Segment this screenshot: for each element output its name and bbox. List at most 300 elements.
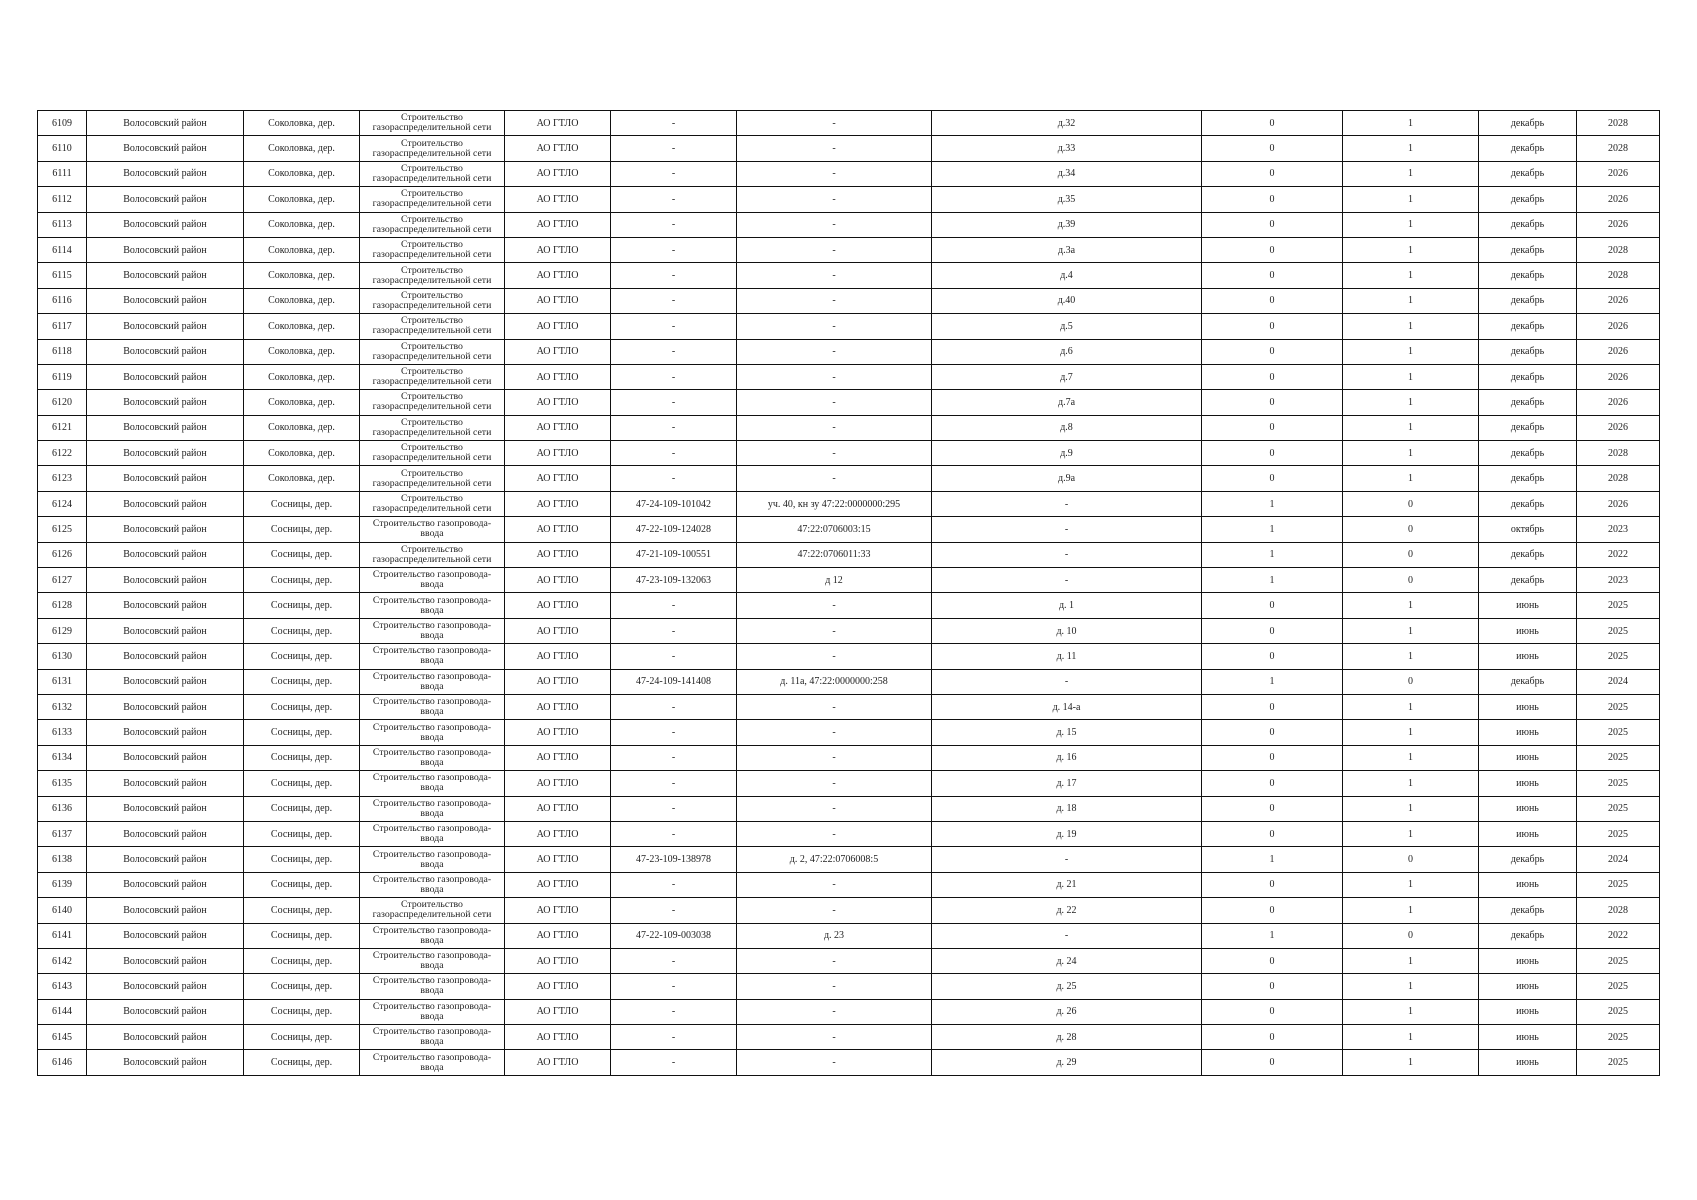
- cell-count-b: 1: [1343, 974, 1479, 999]
- cell-count-b: 1: [1343, 339, 1479, 364]
- cell-work-type: Строительство газораспределительной сети: [360, 466, 505, 491]
- table-row: [38, 441, 1660, 466]
- cell-request-number: -: [611, 821, 737, 846]
- cell-organization: АО ГТЛО: [505, 237, 611, 262]
- cell-count-b: 1: [1343, 187, 1479, 212]
- cell-month: декабрь: [1479, 466, 1577, 491]
- cell-month: июнь: [1479, 694, 1577, 719]
- table-row: [38, 212, 1660, 237]
- cell-row-number: 6129: [38, 618, 87, 643]
- cell-organization: АО ГТЛО: [505, 390, 611, 415]
- cell-district: Волосовский район: [87, 263, 244, 288]
- cell-count-a: 1: [1202, 491, 1343, 516]
- cell-house-number: д. 29: [932, 1050, 1202, 1075]
- cell-cadastral-info: -: [737, 1025, 932, 1050]
- cell-count-a: 0: [1202, 415, 1343, 440]
- cell-district: Волосовский район: [87, 847, 244, 872]
- cell-settlement: Соколовка, дер.: [244, 263, 360, 288]
- cell-work-type: Строительство газопровода-ввода: [360, 771, 505, 796]
- cell-district: Волосовский район: [87, 517, 244, 542]
- cell-work-type: Строительство газопровода-ввода: [360, 745, 505, 770]
- cell-count-b: 1: [1343, 720, 1479, 745]
- cell-organization: АО ГТЛО: [505, 288, 611, 313]
- cell-work-type: Строительство газораспределительной сети: [360, 542, 505, 567]
- cell-request-number: 47-22-109-124028: [611, 517, 737, 542]
- cell-row-number: 6130: [38, 644, 87, 669]
- cell-count-b: 1: [1343, 263, 1479, 288]
- cell-organization: АО ГТЛО: [505, 517, 611, 542]
- cell-district: Волосовский район: [87, 948, 244, 973]
- cell-request-number: -: [611, 314, 737, 339]
- cell-house-number: д.39: [932, 212, 1202, 237]
- table-row: [38, 847, 1660, 872]
- table-row: [38, 669, 1660, 694]
- cell-row-number: 6143: [38, 974, 87, 999]
- cell-row-number: 6139: [38, 872, 87, 897]
- cell-district: Волосовский район: [87, 288, 244, 313]
- cell-settlement: Сосницы, дер.: [244, 923, 360, 948]
- cell-cadastral-info: -: [737, 441, 932, 466]
- cell-month: декабрь: [1479, 390, 1577, 415]
- cell-year: 2026: [1577, 161, 1660, 186]
- cell-count-a: 0: [1202, 288, 1343, 313]
- cell-request-number: -: [611, 390, 737, 415]
- cell-request-number: -: [611, 364, 737, 389]
- cell-count-a: 0: [1202, 593, 1343, 618]
- cell-request-number: -: [611, 161, 737, 186]
- cell-month: июнь: [1479, 974, 1577, 999]
- cell-organization: АО ГТЛО: [505, 212, 611, 237]
- cell-row-number: 6118: [38, 339, 87, 364]
- cell-organization: АО ГТЛО: [505, 644, 611, 669]
- cell-year: 2025: [1577, 618, 1660, 643]
- cell-request-number: -: [611, 263, 737, 288]
- cell-cadastral-info: -: [737, 771, 932, 796]
- table-row: [38, 517, 1660, 542]
- cell-year: 2026: [1577, 339, 1660, 364]
- cell-work-type: Строительство газопровода-ввода: [360, 1025, 505, 1050]
- cell-count-b: 1: [1343, 212, 1479, 237]
- table-row: [38, 314, 1660, 339]
- table-row: [38, 644, 1660, 669]
- cell-settlement: Сосницы, дер.: [244, 974, 360, 999]
- cell-settlement: Сосницы, дер.: [244, 568, 360, 593]
- cell-district: Волосовский район: [87, 694, 244, 719]
- cell-request-number: -: [611, 466, 737, 491]
- cell-year: 2025: [1577, 694, 1660, 719]
- cell-count-b: 1: [1343, 618, 1479, 643]
- cell-house-number: д. 10: [932, 618, 1202, 643]
- cell-year: 2025: [1577, 821, 1660, 846]
- cell-count-a: 0: [1202, 187, 1343, 212]
- table-row: [38, 542, 1660, 567]
- cell-month: декабрь: [1479, 161, 1577, 186]
- cell-work-type: Строительство газораспределительной сети: [360, 263, 505, 288]
- table-row: [38, 187, 1660, 212]
- cell-settlement: Сосницы, дер.: [244, 669, 360, 694]
- cell-request-number: 47-23-109-138978: [611, 847, 737, 872]
- cell-count-a: 0: [1202, 745, 1343, 770]
- cell-year: 2023: [1577, 568, 1660, 593]
- cell-settlement: Соколовка, дер.: [244, 441, 360, 466]
- table-row: [38, 720, 1660, 745]
- cell-request-number: -: [611, 212, 737, 237]
- cell-organization: АО ГТЛО: [505, 263, 611, 288]
- cell-count-b: 1: [1343, 796, 1479, 821]
- cell-count-a: 0: [1202, 237, 1343, 262]
- cell-organization: АО ГТЛО: [505, 669, 611, 694]
- cell-work-type: Строительство газораспределительной сети: [360, 288, 505, 313]
- cell-organization: АО ГТЛО: [505, 694, 611, 719]
- cell-district: Волосовский район: [87, 669, 244, 694]
- cell-count-b: 1: [1343, 364, 1479, 389]
- cell-year: 2026: [1577, 288, 1660, 313]
- cell-house-number: д. 1: [932, 593, 1202, 618]
- cell-row-number: 6135: [38, 771, 87, 796]
- cell-year: 2025: [1577, 872, 1660, 897]
- table-row: [38, 821, 1660, 846]
- cell-district: Волосовский район: [87, 644, 244, 669]
- cell-count-b: 1: [1343, 314, 1479, 339]
- cell-cadastral-info: -: [737, 618, 932, 643]
- cell-cadastral-info: -: [737, 237, 932, 262]
- cell-organization: АО ГТЛО: [505, 187, 611, 212]
- cell-row-number: 6131: [38, 669, 87, 694]
- cell-year: 2025: [1577, 999, 1660, 1024]
- cell-month: декабрь: [1479, 491, 1577, 516]
- cell-month: декабрь: [1479, 568, 1577, 593]
- cell-count-b: 1: [1343, 161, 1479, 186]
- cell-work-type: Строительство газопровода-ввода: [360, 720, 505, 745]
- cell-count-a: 0: [1202, 1050, 1343, 1075]
- table-row: [38, 974, 1660, 999]
- cell-organization: АО ГТЛО: [505, 441, 611, 466]
- cell-count-b: 1: [1343, 390, 1479, 415]
- cell-count-b: 1: [1343, 1025, 1479, 1050]
- table-row: [38, 111, 1660, 136]
- cell-cadastral-info: д. 2, 47:22:0706008:5: [737, 847, 932, 872]
- cell-row-number: 6133: [38, 720, 87, 745]
- table-row: [38, 466, 1660, 491]
- cell-cadastral-info: -: [737, 415, 932, 440]
- cell-organization: АО ГТЛО: [505, 771, 611, 796]
- cell-month: декабрь: [1479, 187, 1577, 212]
- table-row: [38, 568, 1660, 593]
- cell-work-type: Строительство газораспределительной сети: [360, 187, 505, 212]
- cell-row-number: 6117: [38, 314, 87, 339]
- cell-work-type: Строительство газораспределительной сети: [360, 390, 505, 415]
- cell-house-number: -: [932, 923, 1202, 948]
- cell-request-number: -: [611, 745, 737, 770]
- table-row: [38, 618, 1660, 643]
- cell-row-number: 6128: [38, 593, 87, 618]
- cell-district: Волосовский район: [87, 568, 244, 593]
- cell-month: июнь: [1479, 745, 1577, 770]
- cell-work-type: Строительство газопровода-ввода: [360, 644, 505, 669]
- cell-cadastral-info: -: [737, 466, 932, 491]
- cell-organization: АО ГТЛО: [505, 948, 611, 973]
- cell-row-number: 6127: [38, 568, 87, 593]
- table-row: [38, 1025, 1660, 1050]
- cell-organization: АО ГТЛО: [505, 872, 611, 897]
- cell-request-number: -: [611, 187, 737, 212]
- cell-organization: АО ГТЛО: [505, 1025, 611, 1050]
- cell-work-type: Строительство газопровода-ввода: [360, 796, 505, 821]
- cell-house-number: д.34: [932, 161, 1202, 186]
- cell-count-b: 0: [1343, 847, 1479, 872]
- cell-district: Волосовский район: [87, 212, 244, 237]
- cell-work-type: Строительство газопровода-ввода: [360, 923, 505, 948]
- cell-cadastral-info: -: [737, 339, 932, 364]
- cell-district: Волосовский район: [87, 745, 244, 770]
- cell-count-b: 1: [1343, 441, 1479, 466]
- cell-month: июнь: [1479, 720, 1577, 745]
- cell-organization: АО ГТЛО: [505, 796, 611, 821]
- cell-month: декабрь: [1479, 847, 1577, 872]
- cell-organization: АО ГТЛО: [505, 161, 611, 186]
- cell-count-a: 0: [1202, 644, 1343, 669]
- cell-month: октябрь: [1479, 517, 1577, 542]
- cell-house-number: д.40: [932, 288, 1202, 313]
- cell-row-number: 6121: [38, 415, 87, 440]
- cell-count-a: 0: [1202, 1025, 1343, 1050]
- cell-house-number: д.3а: [932, 237, 1202, 262]
- cell-cadastral-info: -: [737, 974, 932, 999]
- cell-count-b: 1: [1343, 288, 1479, 313]
- cell-month: июнь: [1479, 948, 1577, 973]
- cell-count-a: 0: [1202, 694, 1343, 719]
- cell-request-number: -: [611, 111, 737, 136]
- cell-work-type: Строительство газопровода-ввода: [360, 974, 505, 999]
- cell-district: Волосовский район: [87, 161, 244, 186]
- cell-house-number: -: [932, 568, 1202, 593]
- cell-count-a: 0: [1202, 136, 1343, 161]
- cell-count-a: 0: [1202, 390, 1343, 415]
- cell-year: 2025: [1577, 1050, 1660, 1075]
- cell-organization: АО ГТЛО: [505, 415, 611, 440]
- table-row: [38, 390, 1660, 415]
- cell-count-b: 1: [1343, 948, 1479, 973]
- cell-month: декабрь: [1479, 237, 1577, 262]
- cell-house-number: д.6: [932, 339, 1202, 364]
- cell-count-a: 0: [1202, 771, 1343, 796]
- cell-organization: АО ГТЛО: [505, 339, 611, 364]
- cell-request-number: -: [611, 898, 737, 923]
- cell-count-b: 1: [1343, 821, 1479, 846]
- cell-cadastral-info: -: [737, 187, 932, 212]
- cell-cadastral-info: -: [737, 872, 932, 897]
- table-row: [38, 923, 1660, 948]
- cell-settlement: Сосницы, дер.: [244, 771, 360, 796]
- cell-row-number: 6125: [38, 517, 87, 542]
- cell-cadastral-info: -: [737, 593, 932, 618]
- cell-organization: АО ГТЛО: [505, 923, 611, 948]
- cell-year: 2025: [1577, 745, 1660, 770]
- cell-month: июнь: [1479, 593, 1577, 618]
- cell-count-b: 0: [1343, 568, 1479, 593]
- table-row: [38, 796, 1660, 821]
- cell-work-type: Строительство газораспределительной сети: [360, 364, 505, 389]
- cell-count-b: 0: [1343, 542, 1479, 567]
- cell-settlement: Сосницы, дер.: [244, 618, 360, 643]
- cell-work-type: Строительство газораспределительной сети: [360, 237, 505, 262]
- cell-house-number: д.5: [932, 314, 1202, 339]
- cell-row-number: 6123: [38, 466, 87, 491]
- cell-house-number: -: [932, 542, 1202, 567]
- cell-district: Волосовский район: [87, 466, 244, 491]
- cell-house-number: д. 17: [932, 771, 1202, 796]
- cell-work-type: Строительство газопровода-ввода: [360, 948, 505, 973]
- cell-year: 2026: [1577, 390, 1660, 415]
- cell-request-number: 47-21-109-100551: [611, 542, 737, 567]
- cell-month: декабрь: [1479, 136, 1577, 161]
- cell-settlement: Соколовка, дер.: [244, 390, 360, 415]
- cell-settlement: Сосницы, дер.: [244, 644, 360, 669]
- cell-cadastral-info: уч. 40, кн зу 47:22:0000000:295: [737, 491, 932, 516]
- cell-district: Волосовский район: [87, 796, 244, 821]
- cell-count-b: 1: [1343, 466, 1479, 491]
- cell-count-b: 1: [1343, 999, 1479, 1024]
- cell-year: 2028: [1577, 263, 1660, 288]
- cell-year: 2024: [1577, 669, 1660, 694]
- cell-work-type: Строительство газораспределительной сети: [360, 898, 505, 923]
- cell-year: 2025: [1577, 796, 1660, 821]
- cell-district: Волосовский район: [87, 821, 244, 846]
- cell-settlement: Соколовка, дер.: [244, 187, 360, 212]
- cell-count-a: 1: [1202, 923, 1343, 948]
- cell-house-number: д.8: [932, 415, 1202, 440]
- table-row: [38, 136, 1660, 161]
- cell-month: декабрь: [1479, 441, 1577, 466]
- cell-organization: АО ГТЛО: [505, 974, 611, 999]
- cell-cadastral-info: -: [737, 644, 932, 669]
- cell-settlement: Сосницы, дер.: [244, 745, 360, 770]
- cell-cadastral-info: -: [737, 111, 932, 136]
- cell-request-number: 47-22-109-003038: [611, 923, 737, 948]
- table-row: [38, 339, 1660, 364]
- table-row: [38, 237, 1660, 262]
- cell-request-number: -: [611, 872, 737, 897]
- cell-row-number: 6144: [38, 999, 87, 1024]
- cell-work-type: Строительство газопровода-ввода: [360, 694, 505, 719]
- cell-request-number: 47-23-109-132063: [611, 568, 737, 593]
- cell-month: июнь: [1479, 999, 1577, 1024]
- cell-organization: АО ГТЛО: [505, 314, 611, 339]
- cell-count-b: 0: [1343, 491, 1479, 516]
- cell-count-a: 1: [1202, 568, 1343, 593]
- cell-district: Волосовский район: [87, 111, 244, 136]
- cell-district: Волосовский район: [87, 720, 244, 745]
- cell-request-number: -: [611, 644, 737, 669]
- cell-cadastral-info: -: [737, 314, 932, 339]
- cell-count-a: 0: [1202, 872, 1343, 897]
- cell-cadastral-info: -: [737, 1050, 932, 1075]
- cell-row-number: 6138: [38, 847, 87, 872]
- cell-district: Волосовский район: [87, 542, 244, 567]
- cell-count-a: 0: [1202, 339, 1343, 364]
- cell-year: 2026: [1577, 415, 1660, 440]
- cell-district: Волосовский район: [87, 618, 244, 643]
- cell-request-number: -: [611, 1025, 737, 1050]
- gasification-schedule-table: [37, 110, 1660, 1076]
- cell-request-number: -: [611, 593, 737, 618]
- cell-house-number: д.35: [932, 187, 1202, 212]
- cell-work-type: Строительство газопровода-ввода: [360, 872, 505, 897]
- table-row: [38, 415, 1660, 440]
- cell-year: 2028: [1577, 237, 1660, 262]
- table-row: [38, 898, 1660, 923]
- cell-count-a: 0: [1202, 212, 1343, 237]
- cell-organization: АО ГТЛО: [505, 593, 611, 618]
- cell-settlement: Сосницы, дер.: [244, 542, 360, 567]
- cell-count-a: 0: [1202, 796, 1343, 821]
- cell-request-number: -: [611, 771, 737, 796]
- cell-organization: АО ГТЛО: [505, 847, 611, 872]
- cell-organization: АО ГТЛО: [505, 898, 611, 923]
- cell-count-b: 1: [1343, 898, 1479, 923]
- cell-district: Волосовский район: [87, 771, 244, 796]
- cell-settlement: Сосницы, дер.: [244, 694, 360, 719]
- table-row: [38, 161, 1660, 186]
- cell-work-type: Строительство газопровода-ввода: [360, 568, 505, 593]
- table-row: [38, 1050, 1660, 1075]
- cell-cadastral-info: -: [737, 898, 932, 923]
- cell-count-a: 0: [1202, 441, 1343, 466]
- cell-settlement: Соколовка, дер.: [244, 237, 360, 262]
- cell-month: июнь: [1479, 618, 1577, 643]
- table-row: [38, 491, 1660, 516]
- cell-cadastral-info: -: [737, 288, 932, 313]
- cell-year: 2026: [1577, 491, 1660, 516]
- cell-year: 2025: [1577, 948, 1660, 973]
- cell-row-number: 6124: [38, 491, 87, 516]
- cell-request-number: -: [611, 288, 737, 313]
- cell-count-a: 0: [1202, 161, 1343, 186]
- cell-count-a: 1: [1202, 847, 1343, 872]
- cell-house-number: д.9: [932, 441, 1202, 466]
- cell-organization: АО ГТЛО: [505, 542, 611, 567]
- cell-organization: АО ГТЛО: [505, 720, 611, 745]
- cell-row-number: 6134: [38, 745, 87, 770]
- cell-year: 2025: [1577, 644, 1660, 669]
- cell-row-number: 6120: [38, 390, 87, 415]
- cell-count-a: 1: [1202, 542, 1343, 567]
- cell-house-number: д. 14-а: [932, 694, 1202, 719]
- cell-count-b: 1: [1343, 111, 1479, 136]
- cell-work-type: Строительство газораспределительной сети: [360, 339, 505, 364]
- table-row: [38, 745, 1660, 770]
- cell-count-a: 1: [1202, 517, 1343, 542]
- cell-settlement: Соколовка, дер.: [244, 466, 360, 491]
- cell-year: 2028: [1577, 898, 1660, 923]
- cell-year: 2026: [1577, 364, 1660, 389]
- cell-house-number: д. 24: [932, 948, 1202, 973]
- cell-organization: АО ГТЛО: [505, 999, 611, 1024]
- cell-request-number: -: [611, 796, 737, 821]
- cell-house-number: д. 19: [932, 821, 1202, 846]
- cell-organization: АО ГТЛО: [505, 136, 611, 161]
- cell-row-number: 6115: [38, 263, 87, 288]
- cell-settlement: Сосницы, дер.: [244, 898, 360, 923]
- cell-year: 2026: [1577, 314, 1660, 339]
- cell-row-number: 6116: [38, 288, 87, 313]
- cell-request-number: -: [611, 720, 737, 745]
- cell-house-number: -: [932, 847, 1202, 872]
- cell-month: декабрь: [1479, 263, 1577, 288]
- cell-organization: АО ГТЛО: [505, 821, 611, 846]
- cell-house-number: д. 28: [932, 1025, 1202, 1050]
- cell-month: декабрь: [1479, 923, 1577, 948]
